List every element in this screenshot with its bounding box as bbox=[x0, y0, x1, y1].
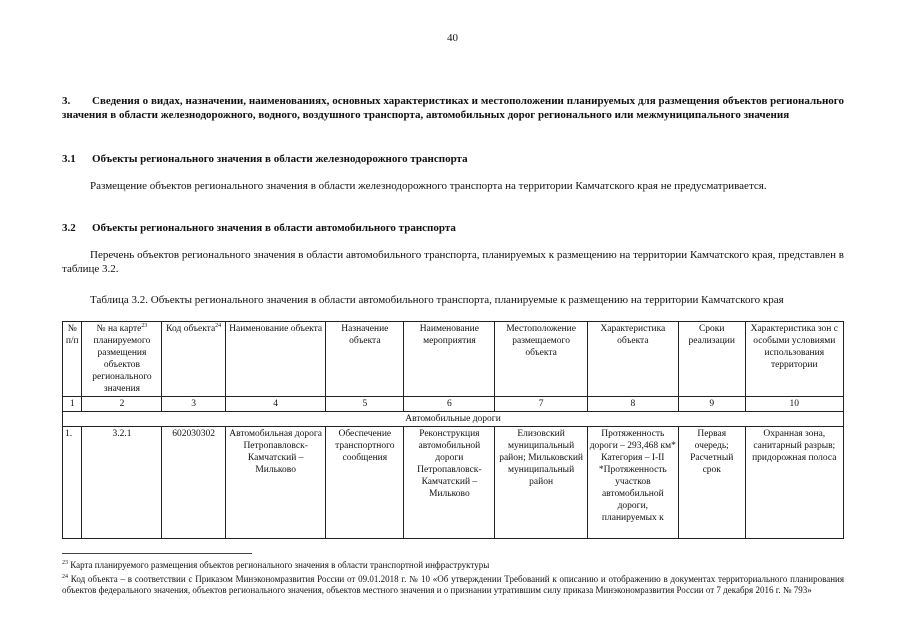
page-number: 40 bbox=[447, 32, 458, 44]
colnum-cell: 5 bbox=[326, 397, 404, 412]
row-num: 1. bbox=[63, 427, 82, 539]
colnum-cell: 8 bbox=[587, 397, 678, 412]
header-num: № п/п bbox=[63, 322, 82, 397]
header-characteristic: Характеристика объекта bbox=[587, 322, 678, 397]
section-3-1-title: Объекты регионального значения в области железнодорожного транспорта bbox=[92, 153, 468, 165]
header-purpose: Назначение объекта bbox=[326, 322, 404, 397]
colnum-cell: 6 bbox=[404, 397, 495, 412]
section-3-heading bbox=[62, 94, 844, 122]
colnum-cell: 10 bbox=[745, 397, 843, 412]
row-zones: Охранная зона, санитарный разрыв; придорожная полоса bbox=[745, 427, 843, 539]
footnote-23-text: Карта планируемого размещения объектов регионального значения в области транспортной инфраструктуры bbox=[68, 560, 490, 570]
table-caption: Таблица 3.2. Объекты регионального значения в области автомобильного транспорта, планируемые к размещению на территории Камчатского края bbox=[90, 294, 784, 306]
footnote-23-mark: 23 bbox=[62, 560, 68, 566]
row-name: Автомобильная дорога Петропавловск-Камчатский – Мильково bbox=[225, 427, 325, 539]
header-terms: Сроки реализации bbox=[678, 322, 745, 397]
colnum-cell: 9 bbox=[678, 397, 745, 412]
colnum-cell: 7 bbox=[495, 397, 587, 412]
footnote-ref-24: 24 bbox=[215, 322, 222, 329]
row-map-num: 3.2.1 bbox=[82, 427, 162, 539]
section-3-2-title: Объекты регионального значения в области автомобильного транспорта bbox=[92, 222, 456, 234]
table-row bbox=[63, 427, 844, 539]
header-zones: Характеристика зон с особыми условиями использования территории bbox=[745, 322, 843, 397]
footnote-23 bbox=[62, 560, 844, 571]
section-3-1-paragraph: Размещение объектов регионального значения в области железнодорожного транспорта на территории Камчатского края не предусматривается. bbox=[90, 180, 767, 192]
colnum-cell: 4 bbox=[225, 397, 325, 412]
table-colnum-row bbox=[63, 397, 844, 412]
section-3-2-heading bbox=[62, 221, 844, 235]
footnote-24-mark: 24 bbox=[62, 574, 68, 580]
footnote-separator bbox=[62, 553, 252, 554]
section-3-2-paragraph: Перечень объектов регионального значения в области автомобильного транспорта, планируемых к размещению на территории Камчатского края, представлен в таблице 3.2. bbox=[62, 249, 844, 275]
footnote-24-text: Код объекта – в соответствии с Приказом Минэкономразвития России от 09.01.2018 г. № 10 «Об утверждении Требований к описанию и отображению в документах территориального планирования объектов федерального значения, объектов регионального значения, объектов местного значения и о признании утратившим силу приказа Минэкономразвития России от 7 декабря 2016 г. № 793» bbox=[62, 574, 844, 595]
row-location: Елизовский муниципальный район; Мильковский муниципальный район bbox=[495, 427, 587, 539]
section-3-1-number: 3.1 bbox=[62, 153, 76, 165]
section-3-1-heading bbox=[62, 152, 844, 166]
footnote-24 bbox=[62, 574, 844, 596]
table-header-row bbox=[63, 322, 844, 397]
row-code: 602030302 bbox=[162, 427, 226, 539]
row-purpose: Обеспечение транспортного сообщения bbox=[326, 427, 404, 539]
header-name: Наименование объекта bbox=[225, 322, 325, 397]
colnum-cell: 2 bbox=[82, 397, 162, 412]
colnum-cell: 1 bbox=[63, 397, 82, 412]
group-title: Автомобильные дороги bbox=[63, 412, 844, 427]
header-action: Наименование мероприятия bbox=[404, 322, 495, 397]
header-map-num: № на карте$^{23}$ планируемого размещения объектов регионального значения bbox=[82, 322, 162, 397]
row-terms: Первая очередь; Расчетный срок bbox=[678, 427, 745, 539]
header-location: Местоположение размещаемого объекта bbox=[495, 322, 587, 397]
objects-table bbox=[62, 321, 844, 539]
header-code: Код объекта$^{24}$ bbox=[162, 322, 226, 397]
section-3-2-number: 3.2 bbox=[62, 222, 76, 234]
row-action: Реконструкция автомобильной дороги Петропавловск-Камчатский – Мильково bbox=[404, 427, 495, 539]
footnote-ref-23: 23 bbox=[141, 322, 148, 329]
table-group-row bbox=[63, 412, 844, 427]
colnum-cell: 3 bbox=[162, 397, 226, 412]
section-3-number: 3. bbox=[62, 95, 71, 107]
row-characteristic: Протяженность дороги – 293,468 км* Категория – I-II *Протяженность участков автомобильной дороги, планируемых к bbox=[587, 427, 678, 539]
section-3-title: Сведения о видах, назначении, наименованиях, основных характеристиках и местоположении планируемых для размещения объектов регионального значения в области железнодорожного, водного, воздушного транспорта, автомобильных дорог регионального или межмуниципального значения bbox=[62, 95, 844, 121]
